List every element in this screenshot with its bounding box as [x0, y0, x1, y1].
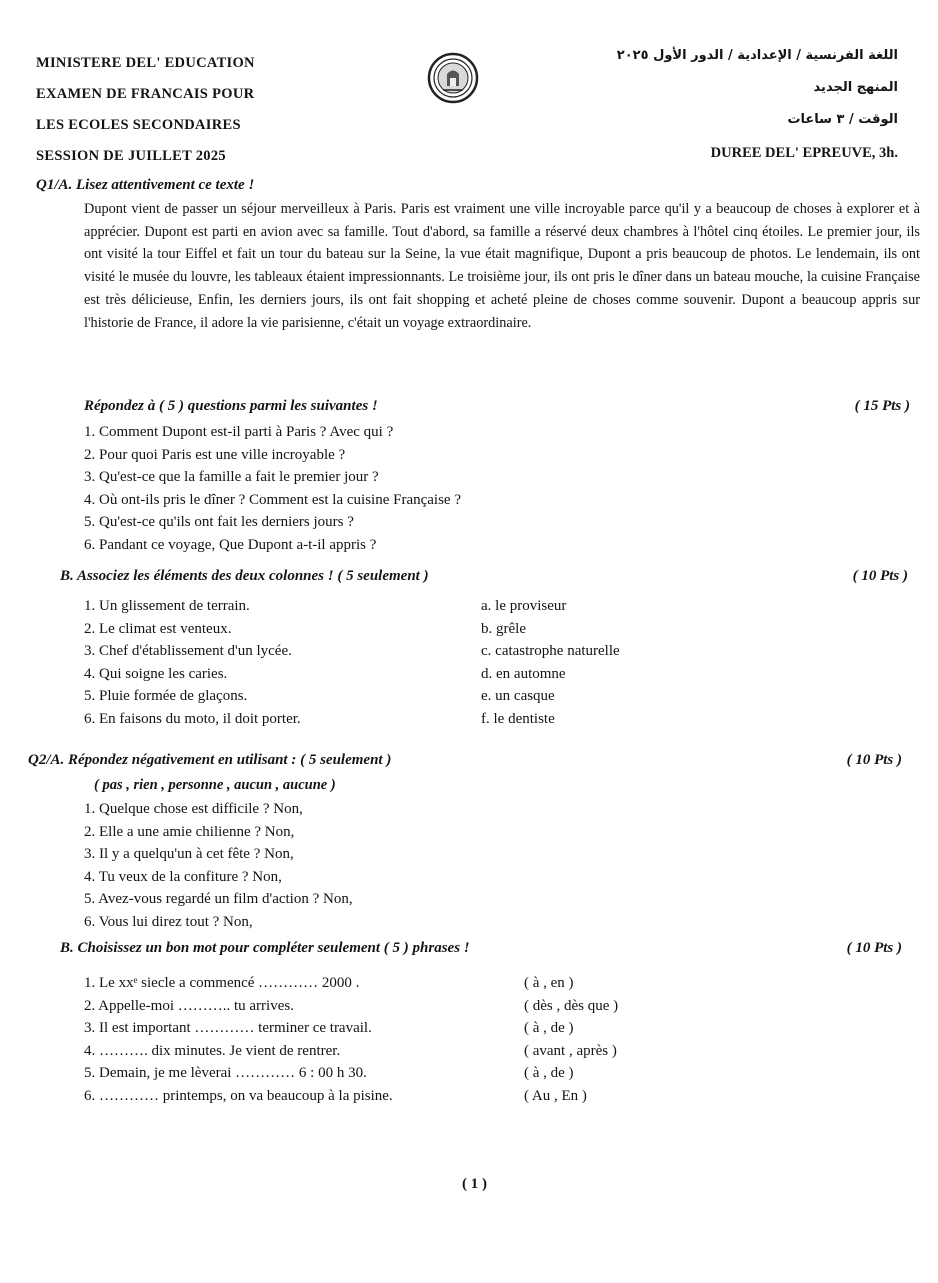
fill-sentence: 5. Demain, je me lèverai ………… 6 : 00 h 30. — [84, 1065, 367, 1081]
q2b-title: B. Choisissez un bon mot pour compléter seulement ( 5 ) phrases ! — [60, 940, 470, 956]
negation-item: 1. Quelque chose est difficile ? Non, — [84, 801, 303, 817]
q2a-title: Q2/A. Répondez négativement en utilisant : ( 5 seulement ) — [28, 752, 392, 768]
match-left-item: 5. Pluie formée de glaçons. — [84, 688, 248, 704]
fill-sentence: 3. Il est important ………… terminer ce travail. — [84, 1020, 372, 1036]
header-duration: DUREE DEL' EPREUVE, 3h. — [710, 145, 898, 161]
q1b-left-column — [84, 595, 301, 730]
option-pair: ( dès , dès que ) — [524, 997, 619, 1014]
fill-sentence: 4. ………. dix minutes. Je vient de rentrer. — [84, 1042, 341, 1059]
match-right-item: e. un casque — [481, 688, 555, 704]
q1b-title: B. Associez les éléments des deux colonnes ! ( 5 seulement ) — [60, 568, 429, 584]
negation-item: 5. Avez-vous regardé un film d'action ? Non, — [84, 891, 353, 907]
q1b-right-column — [481, 595, 620, 730]
negation-item: 4. Tu veux de la confiture ? Non, — [84, 868, 282, 885]
option-pair: ( à , de ) — [524, 1020, 574, 1036]
q2b-points: ( 10 Pts ) — [846, 940, 902, 956]
q1a-questions — [84, 421, 461, 556]
header-schools: LES ECOLES SECONDAIRES — [36, 117, 241, 133]
question-item: 3. Qu'est-ce que la famille a fait le premier jour ? — [84, 469, 379, 485]
option-pair: ( Au , En ) — [524, 1087, 587, 1104]
q1a-title: Q1/A. Lisez attentivement ce texte ! — [36, 177, 255, 193]
match-left-item: 4. Qui soigne les caries. — [84, 665, 228, 682]
header-arabic-curriculum: المنهج الجديد — [813, 80, 898, 95]
question-item: 6. Pandant ce voyage, Que Dupont a-t-il appris ? — [84, 536, 377, 553]
fill-sentence: 2. Appelle-moi ……….. tu arrives. — [84, 997, 294, 1014]
option-pair: ( avant , après ) — [524, 1042, 617, 1059]
match-right-item: a. le proviseur — [481, 598, 567, 614]
fill-sentence: 1. Le xxᵉ siecle a commencé ………… 2000 . — [84, 975, 360, 991]
negation-item: 2. Elle a une amie chilienne ? Non, — [84, 823, 295, 840]
header-arabic-time: الوقت / ٣ ساعات — [787, 112, 898, 127]
negation-item: 6. Vous lui direz tout ? Non, — [84, 913, 253, 930]
match-right-item: d. en automne — [481, 665, 566, 682]
match-right-item: c. catastrophe naturelle — [481, 643, 620, 659]
reading-passage: Dupont vient de passer un séjour merveilleux à Paris. Paris est vraiment une ville incroyable parce qu'il y a beaucoup de choses à explorer et à apprécier. Dupont est parti en avion avec sa famille. Tout d'abord, sa famille a réservé deux chambres à l'hôtel cinq étoiles. Le premier jour, ils ont visité la tour Eiffel et fait un tour du bateau sur la Seine, la vue était magnifique, Dupont a pris beaucoup de photos. Le lendemain, ils ont visité le musée du louvre, les tableaux étaient impressionnants. Le troisième jour, ils ont pris le dîner dans un bateau mouche, la cuisine Française est très délicieuse, Enfin, les derniers jours, ils ont fait shopping et acheté pleine de choses comme souvenir. Dupont a beaucoup appris sur l'historie de France, il adore la vie parisienne, c'était un voyage extraordinaire. — [84, 201, 920, 331]
fill-sentence: 6. ………… printemps, on va beaucoup à la pisine. — [84, 1087, 393, 1104]
q2a-word-bank: ( pas , rien , personne , aucun , aucune ) — [94, 777, 336, 793]
q2a-items — [84, 798, 353, 933]
header-session: SESSION DE JUILLET 2025 — [36, 148, 226, 164]
question-item: 1. Comment Dupont est-il parti à Paris ? Avec qui ? — [84, 424, 394, 440]
header-exam: EXAMEN DE FRANCAIS POUR — [36, 86, 255, 102]
match-left-item: 6. En faisons du moto, il doit porter. — [84, 710, 301, 727]
page-number: ( 1 ) — [462, 1176, 487, 1192]
option-pair: ( à , de ) — [524, 1065, 574, 1081]
match-left-item: 1. Un glissement de terrain. — [84, 598, 250, 614]
header-arabic-subject: اللغة الفرنسية / الإعدادية / الدور الأول ٢٠٢٥ — [616, 48, 898, 63]
q2b-sentences — [84, 972, 393, 1107]
negation-item: 3. Il y a quelqu'un à cet fête ? Non, — [84, 846, 294, 862]
q2b-options — [524, 972, 618, 1107]
ministry-seal-icon — [427, 52, 479, 104]
question-item: 5. Qu'est-ce qu'ils ont fait les derniers jours ? — [84, 514, 354, 530]
match-left-item: 2. Le climat est venteux. — [84, 620, 232, 637]
q1b-points: ( 10 Pts ) — [852, 568, 908, 584]
match-right-item: b. grêle — [481, 620, 526, 637]
match-right-item: f. le dentiste — [481, 710, 555, 727]
option-pair: ( à , en ) — [524, 975, 574, 991]
header-ministry: MINISTERE DEL' EDUCATION — [36, 55, 255, 71]
q1a-points: ( 15 Pts ) — [854, 398, 910, 414]
header-right — [617, 40, 898, 168]
question-item: 4. Où ont-ils pris le dîner ? Comment est la cuisine Française ? — [84, 491, 461, 508]
q2a-points: ( 10 Pts ) — [846, 752, 902, 768]
header-left — [36, 48, 255, 172]
match-left-item: 3. Chef d'établissement d'un lycée. — [84, 643, 292, 659]
question-item: 2. Pour quoi Paris est une ville incroyable ? — [84, 446, 346, 463]
q1a-instruction: Répondez à ( 5 ) questions parmi les suivantes ! — [84, 398, 378, 414]
